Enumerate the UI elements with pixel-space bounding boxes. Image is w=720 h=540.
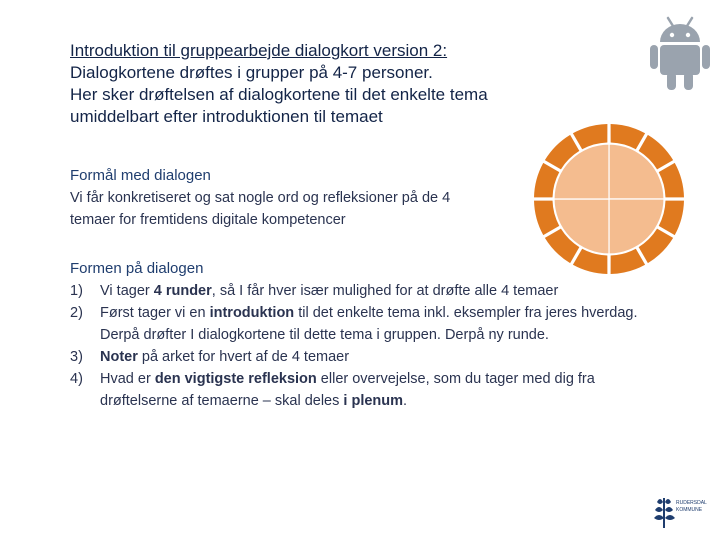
- list-text: Først tager vi en: [100, 305, 210, 321]
- purpose-heading: Formål med dialogen: [70, 167, 211, 184]
- list-number: 3): [70, 349, 83, 365]
- list-text: Hvad er: [100, 371, 155, 387]
- list-text: Vi tager: [100, 283, 154, 299]
- list-text: på arket for hvert af de 4 temaer: [137, 349, 350, 365]
- logo-line-2: KOMMUNE: [676, 507, 703, 513]
- purpose-section: [70, 165, 510, 231]
- slide-title: [70, 40, 630, 128]
- title-line-3: Her sker drøftelsen af dialogkortene til det enkelte tema: [70, 85, 488, 104]
- list-item: [70, 280, 670, 302]
- purpose-line-2: temaer for fremtidens digitale kompetencer: [70, 212, 346, 228]
- list-emphasis: 4 runder: [153, 283, 212, 299]
- list-text: .: [403, 393, 408, 409]
- list-item: [70, 368, 670, 412]
- list-emphasis: introduktion: [209, 305, 295, 321]
- list-emphasis: Noter: [100, 349, 138, 365]
- android-robot-icon: [648, 12, 712, 92]
- title-line-2: Dialogkortene drøftes i grupper på 4-7 personer.: [70, 63, 433, 82]
- list-number: 1): [70, 283, 83, 299]
- list-text: , så I får hver især mulighed for at drøfte alle 4 temaer: [211, 283, 559, 299]
- list-text: eller overvejelse, som du tager med dig fra drøftelserne af temaerne – skal deles: [100, 371, 595, 409]
- logo-line-1: RUDERSDAL: [676, 500, 707, 506]
- title-line-4: umiddelbart efter introduktionen til temaet: [70, 107, 383, 126]
- form-heading: Formen på dialogen: [70, 260, 204, 277]
- segmented-wheel-graphic: [533, 123, 685, 275]
- list-item: [70, 302, 670, 346]
- list-emphasis: den vigtigste refleksion: [154, 371, 317, 387]
- list-text: til det enkelte tema inkl. eksempler fra jeres hverdag. Derpå drøfter I dialogkortene til dette tema i gruppen. Derpå ny runde.: [100, 305, 638, 343]
- form-section: [70, 258, 670, 412]
- list-number: 4): [70, 371, 83, 387]
- logo-wordmark: [676, 500, 707, 514]
- list-emphasis: i plenum: [343, 393, 404, 409]
- title-line-1: Introduktion til gruppearbejde dialogkort version 2:: [70, 41, 448, 60]
- list-item: [70, 346, 670, 368]
- list-number: 2): [70, 305, 83, 321]
- purpose-line-1: Vi får konkretiseret og sat nogle ord og refleksioner på de 4: [70, 190, 451, 206]
